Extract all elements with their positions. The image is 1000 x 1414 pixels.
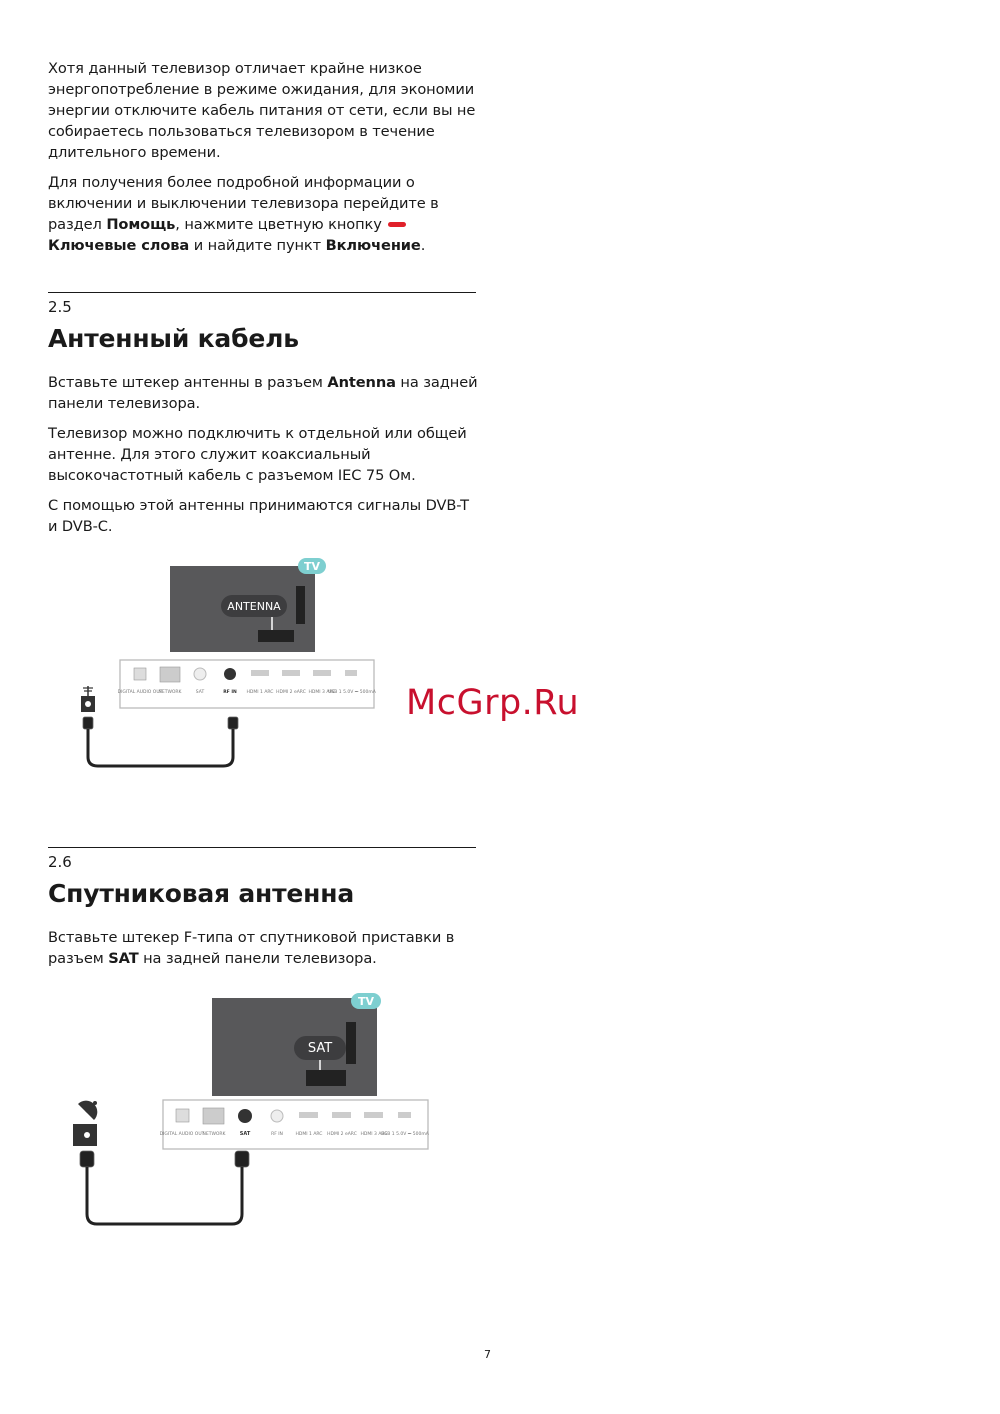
tv-badge: [298, 558, 326, 574]
keywords-term: Ключевые слова: [48, 237, 190, 254]
hdmi3-port: [313, 670, 331, 676]
intro-p2-text-c: и найдите пункт: [189, 237, 326, 254]
port-label: DIGITAL AUDIO OUT: [117, 690, 163, 695]
tv-badge: [351, 993, 381, 1009]
port-label: DIGITAL AUDIO OUT: [159, 1132, 205, 1137]
section-26-body: [48, 927, 478, 978]
hdmi1-port: [299, 1112, 318, 1118]
section-number: 2.6: [48, 853, 72, 871]
satellite-paragraph-1: [48, 927, 478, 969]
port-label: NETWORK: [202, 1132, 226, 1137]
antenna-callout: [221, 595, 287, 617]
red-button-icon: [388, 222, 406, 227]
hdmi2-port: [332, 1112, 351, 1118]
usb-port: [398, 1112, 411, 1118]
port-label: USB 1 5.0V ⎓ 500mA: [328, 690, 376, 695]
sat-term: SAT: [108, 950, 139, 967]
port-label: RF IN: [271, 1132, 283, 1137]
sat-port: [238, 1109, 252, 1123]
antenna-p1-text-a: Вставьте штекер антенны в разъем: [48, 374, 328, 391]
antenna-paragraph-2: Телевизор можно подключить к отдельной или общей антенне. Для этого служит коаксиальный высокочастотный кабель с разъемом IEC 75 Ом.: [48, 425, 467, 484]
sat-callout-label: SAT: [307, 1041, 333, 1056]
network-port: [160, 667, 180, 682]
intro-block: [48, 58, 478, 265]
section-number: 2.5: [48, 298, 72, 316]
section-title: Антенный кабель: [48, 324, 299, 353]
hdmi3-port: [364, 1112, 383, 1118]
page-number: 7: [484, 1348, 491, 1361]
port-label: HDMI 1 ARC: [295, 1132, 323, 1137]
antenna-connection-diagram: [60, 552, 400, 777]
intro-p2-text-b: , нажмите цветную кнопку: [175, 216, 387, 233]
intro-paragraph-1: Хотя данный телевизор отличает крайне низкое энергопотребление в режиме ожидания, для экономии энергии отключите кабель питания от сети, если вы не собираетесь пользоваться телевизором в течение длительного времени.: [48, 60, 476, 161]
rf-in-port: [271, 1110, 283, 1122]
intro-p2-text-a: Для получения более подробной информации о включении и выключении телевизора перейдите в раздел: [48, 174, 439, 233]
antenna-term: Antenna: [327, 374, 396, 391]
satellite-dish-icon: [73, 1101, 97, 1146]
optical-port: [176, 1109, 189, 1122]
port-label: HDMI 3 ARC: [360, 1132, 388, 1137]
sat-callout: [294, 1036, 346, 1060]
section-title: Спутниковая антенна: [48, 879, 354, 908]
tv-badge-label: TV: [303, 560, 321, 573]
port-label: HDMI 1 ARC: [246, 690, 274, 695]
port-label: NETWORK: [158, 690, 182, 695]
hdmi2-port: [282, 670, 300, 676]
coax-cable: [80, 1151, 249, 1224]
antenna-callout-label: ANTENNA: [227, 600, 281, 613]
aerial-wall-socket-icon: [81, 686, 95, 712]
satellite-connection-diagram: [60, 988, 440, 1238]
port-label: RF IN: [223, 690, 237, 695]
intro-p2-text-d: .: [420, 237, 426, 254]
usb-port: [345, 670, 357, 676]
antenna-paragraph-1: [48, 372, 478, 414]
watermark: McGrp.Ru: [406, 683, 580, 723]
port-label: HDMI 3 ARC: [308, 690, 336, 695]
hdmi1-port: [251, 670, 269, 676]
section-divider: [48, 292, 476, 293]
port-label: SAT: [195, 690, 205, 695]
power-term: Включение: [325, 237, 421, 254]
section-divider: [48, 847, 476, 848]
rf-in-port: [224, 668, 236, 680]
antenna-p1-text-b: на задней панели телевизора.: [48, 374, 478, 412]
port-label: HDMI 2 eARC: [327, 1132, 357, 1137]
optical-port: [134, 668, 146, 680]
section-25-body: [48, 372, 478, 546]
network-port: [203, 1108, 224, 1124]
sat-p1-text-b: на задней панели телевизора.: [138, 950, 377, 967]
sat-port: [194, 668, 206, 680]
help-term: Помощь: [106, 216, 176, 233]
connector-panel: [118, 660, 377, 708]
connector-panel: [160, 1100, 430, 1149]
port-label: USB 1 5.0V ⎓ 500mA: [381, 1132, 429, 1137]
sat-p1-text-a: Вставьте штекер F-типа от спутниковой приставки в разъем: [48, 929, 455, 967]
tv-badge-label: TV: [357, 995, 375, 1008]
intro-paragraph-2: [48, 172, 478, 256]
coax-cable: [83, 717, 238, 766]
port-label: HDMI 2 eARC: [276, 690, 306, 695]
antenna-paragraph-3: С помощью этой антенны принимаются сигналы DVB-T и DVB-C.: [48, 497, 469, 535]
port-label: SAT: [239, 1131, 251, 1137]
